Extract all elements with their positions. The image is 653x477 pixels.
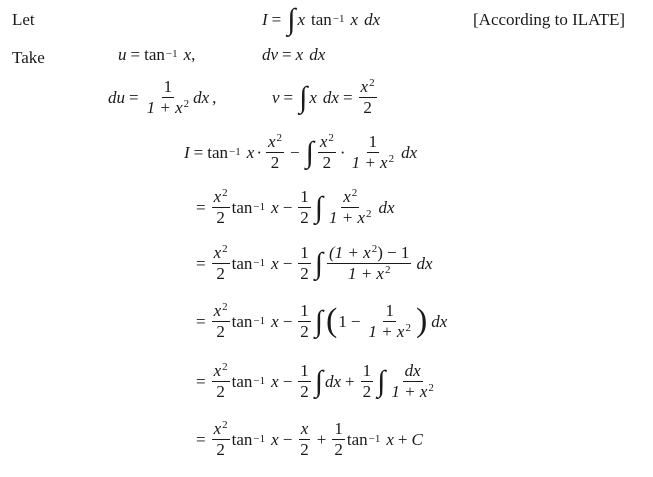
fraction: $\frac{1}{1 + x^2}$	[368, 301, 411, 341]
ilate-note: [According to ILATE]	[473, 10, 626, 29]
step-3: = $\frac{x^2}{2}$ tan −1 x − $\frac{1}{2}$ ∫ $\frac{(1 + x^2) - 1}{1 + x^2}$ dx	[196, 243, 433, 283]
fraction: $\frac{1}{2}$	[300, 187, 309, 227]
u-definition: u = tan −1 x ,	[118, 45, 196, 64]
fraction: $\frac{x^2}{2}$	[213, 419, 228, 459]
fraction: $\frac{1}{2}$	[300, 361, 309, 401]
fraction: $\frac{1}{2}$	[300, 301, 309, 341]
fraction: $\frac{x^2}{2}$	[267, 132, 283, 172]
step-2: = $\frac{x^2}{2}$ tan −1 x − $\frac{1}{2}$ ∫ $\frac{x^2}{1 + x^2}$ dx	[196, 187, 395, 227]
dv-definition: dv = x dx	[262, 45, 326, 64]
fraction: $\frac{x^2}{2}$	[213, 301, 228, 341]
final-result: = $\frac{x^2}{2}$ tan −1 x − $\frac{x}{2}$ + $\frac{1}{2}$ tan −1 x + C	[196, 419, 423, 459]
du-definition: du = $\frac{1}{1 + x^2}$ dx ,	[108, 77, 217, 117]
fraction: $\frac{dx}{1 + x^2}$	[391, 361, 434, 401]
v-definition: v = ∫ x dx = $\frac{x^2}{2}$	[272, 77, 375, 117]
step-5: = $\frac{x^2}{2}$ tan −1 x − $\frac{1}{2}$ ∫ dx + $\frac{1}{2}$ ∫ $\frac{dx}{1 + x^2}$	[196, 361, 434, 401]
fraction: $\frac{x}{2}$	[300, 419, 309, 459]
integral-definition: I = ∫ x tan −1 x dx	[262, 3, 381, 36]
let-label: Let	[12, 10, 35, 29]
fraction: $\frac{(1 + x^2) - 1}{1 + x^2}$	[329, 243, 410, 283]
fraction: $\frac{1}{1 + x^2}$	[351, 132, 395, 172]
fraction: $\frac{1}{2}$	[300, 243, 309, 283]
fraction: $\frac{1}{1 + x^2}$	[146, 77, 190, 117]
fraction: $\frac{x^2}{2}$	[213, 361, 228, 401]
fraction: $\frac{x^2}{2}$	[360, 77, 375, 117]
fraction: $\frac{1}{2}$	[362, 361, 372, 401]
fraction: $\frac{x^2}{2}$	[319, 132, 334, 172]
fraction: $\frac{x^2}{2}$	[213, 243, 228, 283]
fraction: $\frac{x^2}{1 + x^2}$	[329, 187, 372, 227]
fraction: $\frac{1}{2}$	[334, 419, 343, 459]
fraction: $\frac{x^2}{2}$	[213, 187, 228, 227]
step-1: I = tan −1 x · $\frac{x^2}{2}$ − ∫ $\frac{x^2}{2}$ · $\frac{1}{1 + x^2}$ dx	[184, 132, 418, 172]
take-label: Take	[12, 48, 45, 67]
step-4: = $\frac{x^2}{2}$ tan −1 x − $\frac{1}{2}$ ∫ ( 1 − $\frac{1}{1 + x^2}$ ) dx	[196, 301, 448, 341]
